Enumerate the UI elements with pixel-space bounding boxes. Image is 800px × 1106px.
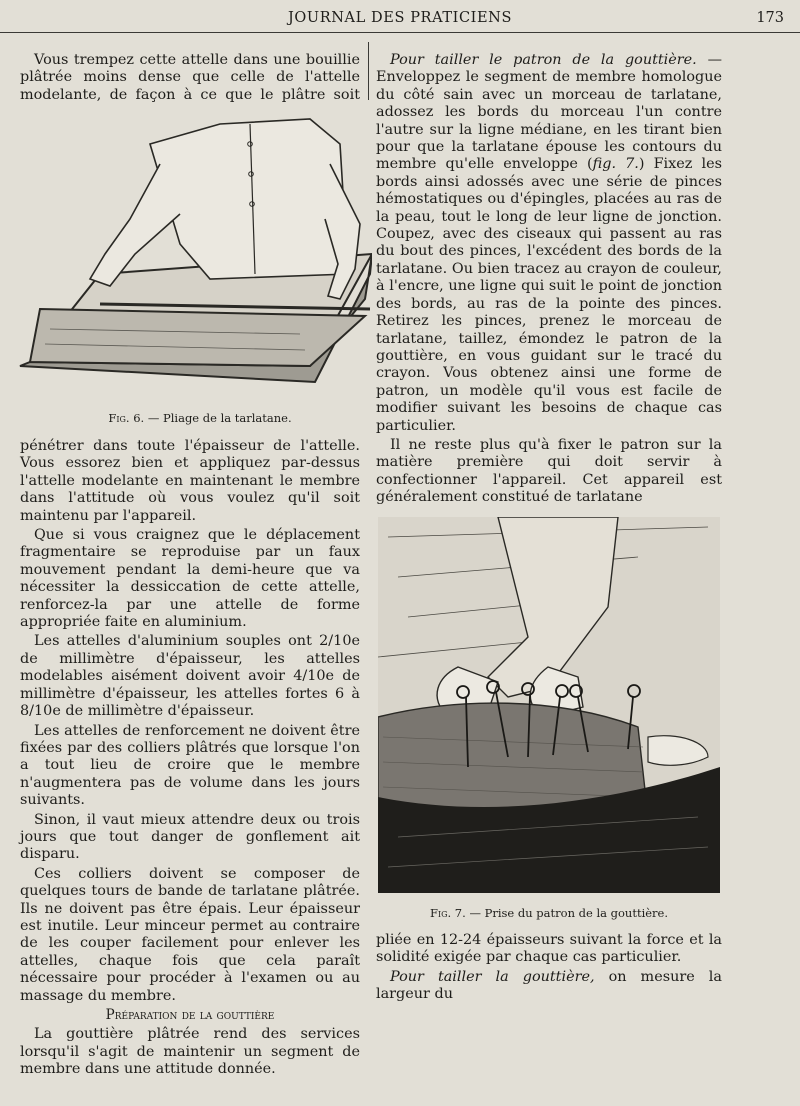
paragraph: Ces colliers doivent se composer de quelques tours de bande de tarlatane plâtrée. Ils ne doivent pas être épais. Leur épaisseur est inutile. Leur minceur permet au contraire de les couper facilement pour enlever les attelles, chaque fois que cela paraît nécessaire pour procéder à l'examen ou au massage du membre.: [20, 865, 360, 1004]
paragraph: [376, 969, 722, 1004]
paragraph: Sinon, il vaut mieux attendre deux ou trois jours que tout danger de gonflement ait disparu.: [20, 811, 360, 863]
page-header: [0, 6, 800, 33]
paragraph-lead: Pour tailler le patron de la gouttière.: [390, 52, 697, 68]
figure-7-label: Fig. 7.: [429, 906, 466, 920]
journal-title: JOURNAL DES PRATICIENS: [288, 10, 512, 26]
paragraph: Que si vous craignez que le déplacement fragmentaire se reproduise par un faux mouvement pendant la demi-heure que va nécessiter la dessiccation de cette attelle, renforcez-la par une attelle de forme appropriée faite en aluminium.: [20, 527, 360, 631]
figure-6-caption: [40, 411, 360, 425]
paragraph-text: on mesure la largeur du: [376, 968, 722, 1003]
figure-7-caption-text: — Prise du patron de la gouttière.: [469, 906, 669, 920]
paragraph: Les attelles d'aluminium souples ont 2/10e de millimètre d'épaisseur, les attelles modelables aisément doivent avoir 4/10e de millimètre d'épaisseur, les attelles fortes 6 à 8/10e de millimètre d'épaisseur.: [20, 633, 360, 720]
page-number: 173: [756, 10, 784, 26]
paragraph: La gouttière plâtrée rend des services lorsqu'il s'agit de maintenir un segment de membre dans une attitude donnée.: [20, 1026, 360, 1078]
figure-7-illustration: [378, 517, 720, 893]
paragraph: pliée en 12-24 épaisseurs suivant la force et la solidité exigée par chaque cas particulier.: [376, 932, 722, 966]
figure-reference: fig. 7.: [592, 156, 639, 173]
column-divider: [368, 42, 369, 100]
paragraph: Les attelles de renforcement ne doivent être fixées par des colliers plâtrés que lorsque l'on a tout lieu de croire que le membre n'augmentera pas de volume dans les jours suivants.: [20, 722, 360, 809]
paragraph: pénétrer dans toute l'épaisseur de l'attelle. Vous essorez bien et appliquez par-dessus l'attelle modelante en maintenant le membre dans l'attitude où vous voulez qu'il soit maintenu par l'appareil.: [20, 438, 360, 524]
section-title: Préparation de la gouttière: [105, 1007, 275, 1023]
figure-6-label: Fig. 6.: [108, 411, 145, 425]
paragraph: Vous trempez cette attelle dans une bouillie plâtrée moins dense que celle de l'attelle modelante, de façon à ce que le plâtre soit: [20, 52, 360, 103]
left-column-bottom: [20, 438, 360, 1081]
paragraph: [376, 52, 722, 435]
paragraph-lead: Pour tailler la gouttière,: [390, 968, 595, 985]
figure-7-caption: [378, 906, 720, 920]
right-column-bottom: [376, 932, 722, 1006]
right-column-top: [376, 52, 722, 509]
paragraph-text: ) Fixez les bords ainsi adossés avec une série de pinces hémostatiques ou d'épingles, placées au ras de la peau, tout le long de leur ligne de jonction. Coupez, avec des ciseaux qui passent au ras du bout des pinces, l'excédent des bords de la tarlatane. Ou bien tracez au crayon de couleur, à l'encre, une ligne qui suit le point de jonction des bords, au ras de la pointe des pinces. Retirez les pinces, prenez le morceau de tarlatane, taillez, émondez le patron de la gouttière, en vous guidant sur le tracé du crayon. Vous obtenez ainsi une forme de patron, un modèle qu'il vous est facile de modifier suivant les besoins de chaque cas particulier.: [376, 156, 722, 434]
figure-6-caption-text: — Pliage de la tarlatane.: [147, 411, 292, 425]
paragraph-text: — Enveloppez le segment de membre homologue du côté sain avec un morceau de tarlatane, adossez les bords du morceau l'un contre l'autre sur la ligne médiane, en les tirant bien pour que la tarlatane épouse les contours du membre qu'elle enveloppe (: [376, 52, 723, 173]
paragraph: Il ne reste plus qu'à fixer le patron sur la matière première qui doit servir à confectionner l'appareil. Cet appareil est généralement constitué de tarlatane: [376, 436, 722, 506]
figure-6-illustration: [10, 104, 372, 408]
